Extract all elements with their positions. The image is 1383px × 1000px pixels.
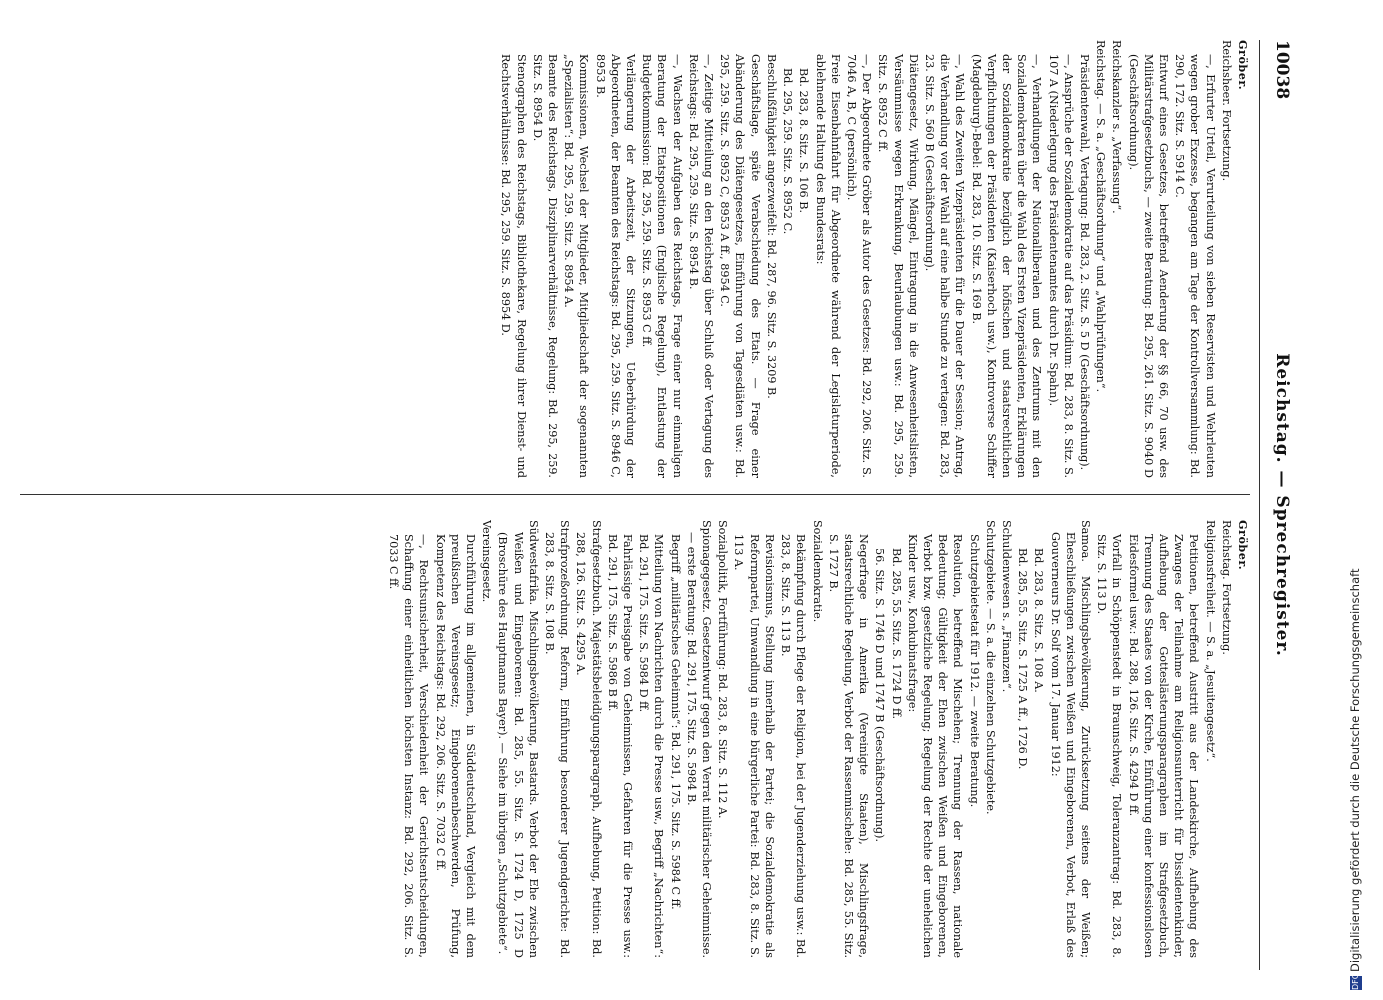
index-entry: —, Rechtsunsicherheit, Verschiedenheit der Gerichtsentscheidungen, Schaffung einer einheitlichen höchsten Instanz: Bd. 292, 206. Sitz. S. 7033 C ff. xyxy=(387,534,431,958)
index-entry: Vereinsgesetz. xyxy=(480,520,494,603)
index-entry: Religionsfreiheit. — S. a. „Jesuitengesetz“. xyxy=(1203,520,1217,762)
index-entry: Sozialpolitik, Fortführung: Bd. 283, 8. Sitz. S. 112 A. xyxy=(716,520,730,819)
index-entry: Bd. 295, 259. Sitz. S. 8952 C. xyxy=(781,68,795,235)
column-divider xyxy=(20,494,1250,495)
index-entry: Diätengesetz, Wirkung, Mängel, Eintragung in die Anwesenheitslisten, Versäumnisse wegen Erkrankung, Beurlaubungen usw.: Bd. 295, 259. Sitz. S. 8952 C ff. xyxy=(876,54,920,478)
index-entry: —, Der Abgeordnete Gröber als Autor des Gesetzes: Bd. 292, 206. Sitz. S. 7046 A, B, C (persönlich). xyxy=(844,54,874,478)
left-column xyxy=(20,40,1250,478)
index-entry: 56. Sitz. S. 1746 D und 1747 B (Geschäftsordnung). xyxy=(873,548,887,843)
index-entry: —, Ansprüche der Sozialdemokratie auf das Präsidium: Bd. 283, 8. Sitz. S. 107 A (Niederlegung des Präsidentenamtes durch Dr. Spahn). xyxy=(1046,54,1075,478)
index-entry: Vorfall in Schöppenstedt in Braunschweig, Toleranzantrag: Bd. 283, 8. Sitz. S. 113 D. xyxy=(1095,534,1124,958)
page-number: 10038 xyxy=(1272,40,1292,100)
index-entry: Schutzgebietsetat für 1912. — zweite Beratung. xyxy=(967,534,981,808)
index-entry: Strafprozeßordnung. Reform, Einführung besonderer Jugendgerichte: Bd. 283, 8. Sitz. S. 108 B. xyxy=(543,520,572,958)
index-entry: Beschlußfähigkeit angezweifelt: Bd. 287, 96. Sitz. S. 3209 B. xyxy=(764,54,778,399)
index-entry: Begriff „militärisches Geheimnis“: Bd. 291, 175. Sitz. S. 5984 C ff. xyxy=(668,534,682,910)
index-entry: Schuldenwesen s. „Finanzen“. xyxy=(999,520,1013,693)
index-entry: Spionagegesetz. Gesetzentwurf gegen den Verrat militärischer Geheimnisse. — erste Beratung: Bd. 291, 175. Sitz. S. 5984 B. xyxy=(684,520,714,958)
index-entry: Verlängerung der Arbeitszeit, der Sitzungen, Ueberbürdung der Abgeordneten, der Beamten des Reichstags: Bd. 295, 259. Sitz. S. 8946 C, 8953 B. xyxy=(593,54,638,478)
index-entry: Entwurf eines Gesetzes, betreffend Aenderung der §§ 66, 70 usw. des Militärstrafgesetzbuchs, — zweite Beratung: Bd. 295, 261. Sitz. S. 9040 D (Geschäftsordnung). xyxy=(1126,54,1170,478)
index-entry: Bd. 285, 55. Sitz. S. 1724 D ff. xyxy=(889,548,903,720)
index-entry: Südwestafrika. Mischlingsbevölkerung, Bastards. Verbot der Ehe zwischen Weißen und Eingeborenen: Bd. 285, 55. Sitz. S. 1724 D, 1725 D (Broschüre des Hauptmanns Bayer). — Siehe im übrigen „Schutzgebiete“. xyxy=(496,520,540,958)
index-entry: Bd. 285, 55. Sitz. S. 1725 A ff., 1726 D. xyxy=(1016,548,1030,770)
right-column xyxy=(20,520,1250,958)
index-entry: Bd. 283, 8. Sitz. S. 106 B. xyxy=(797,68,811,214)
index-entry: Reichskanzler s. „Verfassung“. xyxy=(1110,40,1124,214)
index-entry: Fahrlässige Preisgabe von Geheimnissen, Gefahren für die Presse usw.: Bd. 291, 175. Sitz. S. 5986 B ff. xyxy=(605,534,635,958)
index-entry: Negerfrage in Amerika (Vereinigte Staaten), Mischlingsfrage, staatsrechtliche Regelung, Verbot der Rassenmischehe: Bd. 285, 55. Sitz. S. 1727 B. xyxy=(826,534,871,958)
index-entry: Resolution, betreffend Mischehen; Trennung der Rassen, nationale Bedeutung; Gültigkeit der Ehen zwischen Weißen und Eingeborenen, Verbot bzw. gesetzliche Regelung; Regelung der Rechte der unehelichen Kinder usw., Konkubinatsfrage: xyxy=(905,534,965,958)
left-running-head: Gröber. xyxy=(1236,40,1250,91)
index-entry: Schutzgebiete. — S. a. die einzelnen Schutzgebiete. xyxy=(983,520,997,815)
page-title: Reichstag. — Sprechregister. xyxy=(1272,353,1292,657)
index-entry: —, Erfurter Urteil, Verurteilung von sieben Reservisten und Wehrleuten wegen grober Exzesse, begangen am Tage der Kontrollversammlung: Bd. 290, 172. Sitz. S. 5914 C. xyxy=(1173,54,1217,478)
index-entry: Strafgesetzbuch. Majestätsbeleidigungsparagraph, Aufhebung, Petition: Bd. 288, 126. Sitz. S. 4295 A. xyxy=(574,520,603,958)
index-entry: Präsidentenwahl, Vertagung: Bd. 283, 2. Sitz. S. 5 D (Geschäftsordnung). xyxy=(1077,54,1091,471)
index-entry: Samoa. Mischlingsbevölkerung, Zurücksetzung seitens der Weißen; Eheschließungen zwischen Weißen und Eingeborenen, Verbot, Erlaß des Gouverneurs Dr. Solf vom 17. Januar 1912: xyxy=(1048,520,1092,958)
index-entry: Reichstag. — S. a. „Geschäftsordnung“ und „Wahlprüfungen“. xyxy=(1094,40,1108,393)
index-entry: Sozialdemokratie. xyxy=(810,520,824,623)
index-entry: Kommissionen, Wechsel der Mitglieder, Mitgliedschaft der sogenannten „Spezialisten“: Bd. 295, 259. Sitz. S. 8954 A. xyxy=(562,54,591,478)
funding-sidebar xyxy=(1345,568,1365,990)
index-entry: Reichstag. Fortsetzung. xyxy=(1219,520,1233,655)
right-running-head: Gröber. xyxy=(1236,520,1250,571)
index-entry: Bd. 283, 8. Sitz. S. 108 A. xyxy=(1032,548,1046,693)
index-entry: Petitionen, betreffend Austritt aus der Landeskirche, Aufhebung des Zwanges der Teilnahme am Religionsunterricht für Dissidentenkinder, Aufhebung der Gotteslästerungsparagraphen im Strafgesetzbuch, Trennung des Staates von der Kirche, Einführung einer konfessionslosen Eidesformel usw.: Bd. 288, 126. Sitz. S. 4294 D ff. xyxy=(1126,534,1201,958)
index-entry: Revisionismus, Stellung innerhalb der Partei; die Sozialdemokratie als Reformpartei, Umwandlung in eine bürgerliche Partei: Bd. 283, 8. Sitz. S. 113 A. xyxy=(732,534,776,958)
index-entry: Bekämpfung durch Pflege der Religion, bei der Jugenderziehung usw.: Bd. 283, 8. Sitz. S. 113 B. xyxy=(779,534,808,958)
page-header xyxy=(1262,40,1292,970)
index-entry: Durchführung im allgemeinen, in Süddeutschland, Vergleich mit dem preußischen Vereinsgesetz; Eingeborenenbeschwerden, Prüfung, Kompetenz des Reichstags: Bd. 292, 206. Sitz. S. 7032 C ff. xyxy=(433,534,478,958)
index-entry: Reichsheer. Fortsetzung. xyxy=(1219,40,1233,182)
index-entry: —, Wachsen der Aufgaben des Reichstags, Frage einer nur einmaligen Beratung der Etatspositionen (Englische Regelung), Entlastung der Budgetkommission: Bd. 295, 259. Sitz. S. 8953 C ff. xyxy=(640,54,684,478)
header-rule xyxy=(1259,40,1260,970)
left-entries xyxy=(498,40,1234,478)
index-entry: —, Wahl des Zweiten Vizepräsidenten für die Dauer der Session; Antrag, die Verhandlung vor der Wahl auf eine halbe Stunde zu vertagen: Bd. 283, 23. Sitz. S. 560 B (Geschäftsordnung). xyxy=(922,54,967,478)
index-entry: Geschäftslage, späte Verabschiedung des Etats. — Frage einer Abänderung des Diätengesetzes, Einführung von Tagesdiäten usw.: Bd. 295, 259. Sitz. S. 8952 C, 8953 A ff., 8954 C. xyxy=(718,54,762,478)
index-entry: —, Zeitige Mitteilung an den Reichstag über Schluß oder Vertagung des Reichstags: Bd. 295, 259. Sitz. S. 8954 B. xyxy=(686,54,716,478)
right-entries xyxy=(386,520,1234,958)
index-entry: Mitteilung von Nachrichten durch die Presse usw., Begriff „Nachrichten“: Bd. 291, 175. Sitz. S. 5984 D ff. xyxy=(637,534,666,958)
funding-note: Digitalisierung gefördert durch die Deutsche Forschungsgemeinschaft xyxy=(1348,568,1362,972)
dfg-logo: DFG xyxy=(1350,973,1360,990)
index-entry: Stenographen des Reichstags, Bibliothekare, Regelung ihrer Dienst- und Rechtsverhältnisse: Bd. 295, 259. Sitz. S. 8954 D. xyxy=(499,54,528,478)
index-entry: Freie Eisenbahnfahrt für Abgeordnete während der Legislaturperiode, ablehnende Haltung des Bundesrats: xyxy=(813,54,842,478)
index-entry: Beamte des Reichstags, Disziplinarverhältnisse, Regelung: Bd. 295, 259. Sitz. S. 8954 D. xyxy=(530,54,560,478)
index-entry: —, Verhandlungen der Nationalliberalen und des Zentrums mit den Sozialdemokraten über die Wahl des Ersten Vizepräsidenten, Erklärungen der Sozialdemokratie bezüglich der höfischen und staatsrechtlichen Verpflichtungen der Präsidenten (Kaiserhoch usw.), Kontroverse Schiffer (Magdeburg)-Bebel: Bd. 283, 10. Sitz. S. 169 B. xyxy=(969,54,1044,478)
